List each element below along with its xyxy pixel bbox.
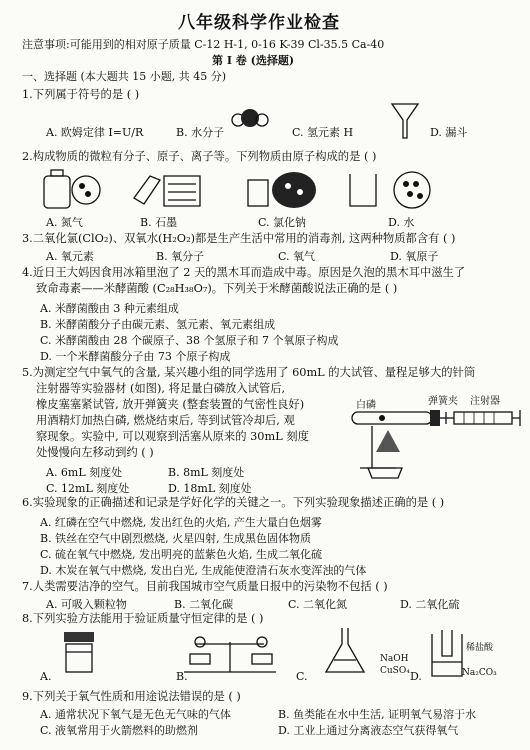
phosphorus-label: 白磷 — [356, 400, 376, 411]
volume-heading: 第 I 卷 (选择题) — [212, 54, 295, 67]
q3-option-b: B. 氧分子 — [156, 250, 205, 263]
q3-option-c: C. 氧气 — [278, 250, 316, 263]
cuso4-label: CuSO₄ — [380, 666, 410, 676]
q1-option-d: D. 漏斗 — [430, 126, 468, 139]
q3-option-d: D. 氧原子 — [390, 250, 439, 263]
q9-option-b: B. 鱼类能在水中生活, 证明氧气易溶于水 — [278, 708, 477, 721]
syringe-label: 注射器 — [470, 396, 500, 407]
q8-option-a: A. — [40, 670, 52, 683]
question-1-stem: 1.下列属于符号的是 ( ) — [22, 88, 140, 101]
q4-option-a: A. 米酵菌酸由 3 种元素组成 — [40, 302, 179, 315]
q8-option-d: D. — [410, 670, 422, 683]
q2-option-c: C. 氯化钠 — [258, 216, 307, 229]
graphite-figure — [130, 168, 202, 210]
sample-block-figure — [60, 628, 100, 676]
q6-option-c: C. 硫在氧气中燃烧, 发出明亮的蓝紫色火焰, 生成二氧化硫 — [40, 548, 323, 561]
question-7-stem: 7.人类需要洁净的空气。目前我国城市空气质量日报中的污染物不包括 ( ) — [22, 580, 388, 593]
q2-option-a: A. 氮气 — [46, 216, 83, 229]
question-8-stem: 8.下列实验方法能用于验证质量守恒定律的是 ( ) — [22, 612, 264, 625]
question-5-stem-line2: 注射器等实验器材 (如图), 将足量白磷放入试管后, — [36, 382, 286, 395]
q9-option-a: A. 通常状况下氧气是无色无气味的气体 — [40, 708, 231, 721]
sodium-chloride-figure — [246, 168, 318, 210]
question-4-stem-line1: 4.近日王大妈因食用冰箱里泡了 2 天的黑木耳而造成中毒。原因是久泡的黑木耳中滋生了 — [22, 266, 466, 279]
question-5-stem-line5: 察现象。实验中, 可以观察到活塞从原来的 30mL 刻度 — [36, 430, 309, 443]
funnel-icon — [390, 100, 420, 140]
question-5-stem-line4: 用酒精灯加热白磷, 燃烧结束后, 等到试管冷却后, 观 — [36, 414, 295, 427]
q9-option-c: C. 液氧常用于火箭燃料的助燃剂 — [40, 724, 199, 737]
q6-option-b: B. 铁丝在空气中剧烈燃烧, 火星四射, 生成黑色固体物质 — [40, 532, 312, 545]
water-beaker-figure — [346, 168, 436, 210]
flask-figure — [320, 624, 380, 680]
q2-option-b: B. 石墨 — [140, 216, 178, 229]
q1-option-c: C. 氢元素 H — [292, 126, 354, 139]
nitrogen-bottle-figure — [42, 168, 102, 210]
question-2-stem: 2.构成物质的微粒有分子、原子、离子等。下列物质由原子构成的是 ( ) — [22, 150, 377, 163]
q8-option-b: B. — [176, 670, 188, 683]
naoh-label: NaOH — [380, 654, 409, 664]
q7-option-c: C. 二氧化氮 — [288, 598, 348, 611]
q7-option-d: D. 二氧化硫 — [400, 598, 460, 611]
q7-option-a: A. 可吸入颗粒物 — [46, 598, 127, 611]
notice-text: 注意事项:可能用到的相对原子质量 C-12 H-1, 0-16 K-39 Cl-35.5 Ca-40 — [22, 38, 385, 51]
q3-option-a: A. 氧元素 — [46, 250, 94, 263]
balance-scale-figure — [176, 628, 286, 676]
q1-option-a: A. 欧姆定律 I=U/R — [46, 126, 144, 139]
water-molecule-icon — [228, 104, 268, 134]
q5-option-d: D. 18mL 刻度处 — [168, 482, 252, 495]
q8-option-c: C. — [296, 670, 308, 683]
question-9-stem: 9.下列关于氧气性质和用途说法错误的是 ( ) — [22, 690, 241, 703]
q6-option-d: D. 木炭在氧气中燃烧, 发出白光, 生成能使澄清石灰水变浑浊的气体 — [40, 564, 367, 577]
na2co3-label: Na₂CO₃ — [462, 668, 497, 678]
q6-option-a: A. 红磷在空气中燃烧, 发出红色的火焰, 产生大量白色烟雾 — [40, 516, 322, 529]
q9-option-d: D. 工业上通过分离液态空气获得氧气 — [278, 724, 459, 737]
q5-option-c: C. 12mL 刻度处 — [46, 482, 130, 495]
q7-option-b: B. 二氧化碳 — [174, 598, 234, 611]
q4-option-c: C. 米酵菌酸由 28 个碳原子、38 个氢原子和 7 个氧原子构成 — [40, 334, 339, 347]
question-4-stem-line2: 致命毒素——米酵菌酸 (C₂₈H₃₈O₇)。下列关于米酵菌酸说法正确的是 ( ) — [36, 282, 398, 295]
clip-label: 弹簧夹 — [428, 396, 458, 407]
question-5-stem-line6: 处慢慢向左移动到约 ( ) — [36, 446, 154, 459]
question-6-stem: 6.实验现象的正确描述和记录是学好化学的关键之一。下列实验现象描述正确的是 ( ) — [22, 496, 445, 509]
question-5-stem-line1: 5.为测定空气中氧气的含量, 某兴趣小组的同学选用了 60mL 的大试管、量程足够大的针筒 — [22, 366, 476, 379]
page-title: 八年级科学作业检查 — [178, 13, 340, 33]
q5-option-b: B. 8mL 刻度处 — [168, 466, 245, 479]
q1-option-b: B. 水分子 — [176, 126, 225, 139]
q4-option-d: D. 一个米酵菌酸分子由 73 个原子构成 — [40, 350, 231, 363]
q2-option-d: D. 水 — [388, 216, 415, 229]
hcl-label: 稀盐酸 — [466, 643, 494, 653]
q4-option-b: B. 米酵菌酸分子由碳元素、氢元素、氧元素组成 — [40, 318, 276, 331]
question-5-stem-line3: 橡皮塞塞紧试管, 放开弹簧夹 (整套装置的气密性良好) — [36, 398, 305, 411]
section-heading: 一、选择题 (本大题共 15 小题, 共 45 分) — [22, 70, 227, 83]
q5-option-a: A. 6mL 刻度处 — [46, 466, 123, 479]
question-3-stem: 3.二氧化氯(ClO₂)、双氧水(H₂O₂)都是生产生活中常用的消毒剂, 这两种物质都含有 ( ) — [22, 232, 456, 245]
